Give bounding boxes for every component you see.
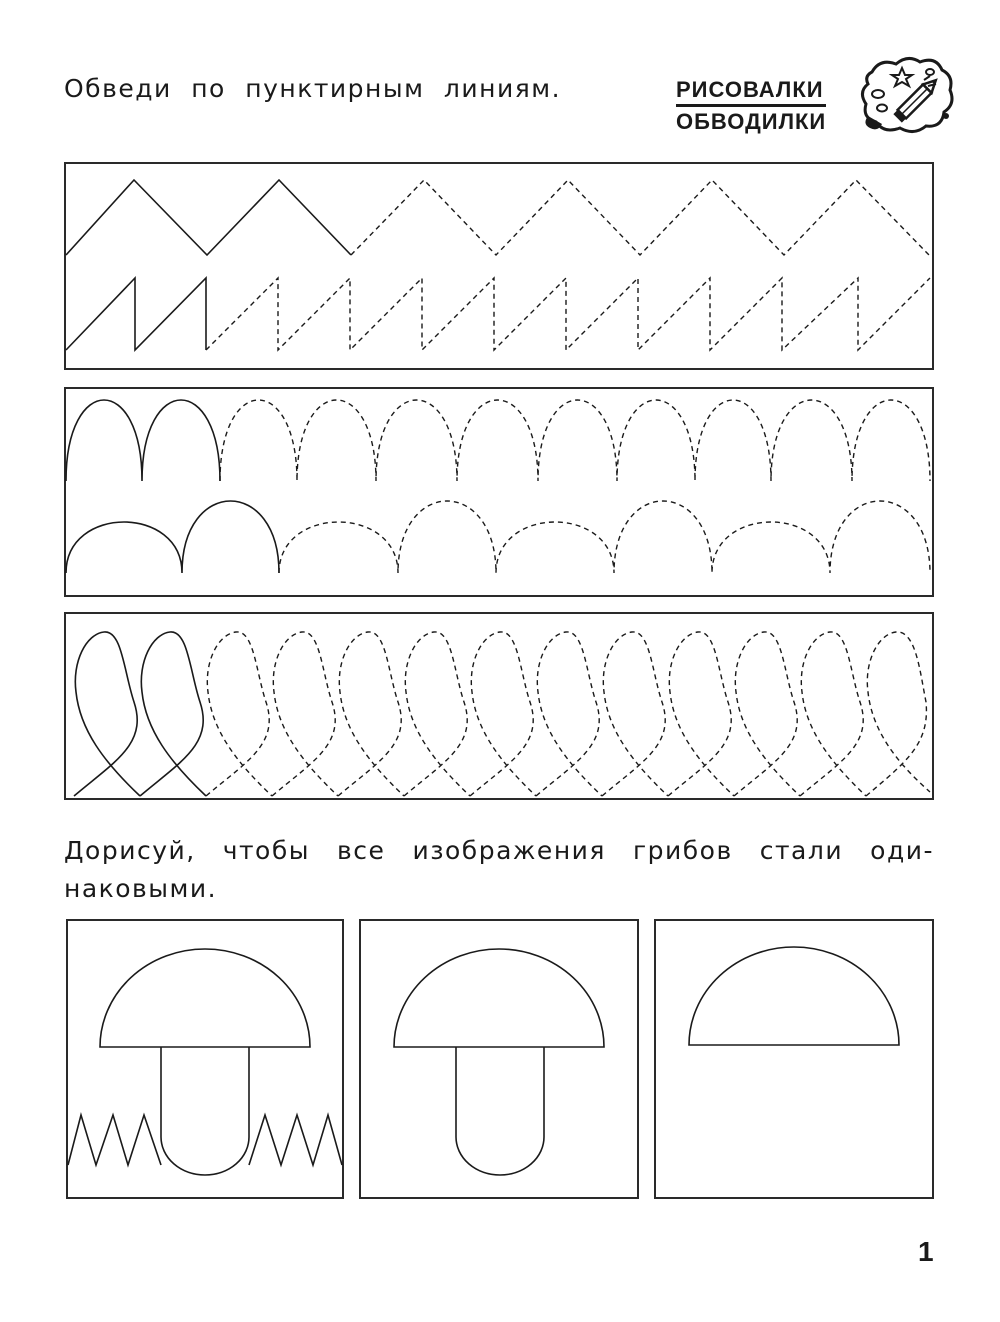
page-number: 1 [918,1236,934,1267]
pencil-splash-icon [858,54,956,136]
mushroom-box-1 [66,919,344,1199]
series-title-line2: ОБВОДИЛКИ [676,109,827,134]
draw-instruction-line1: Дорисуй, чтобы все изображения грибов стали оди- [64,836,934,865]
series-title-line1: РИСОВАЛКИ [676,76,826,107]
mushroom-box-3 [654,919,934,1199]
arches-exercise [64,387,934,597]
draw-instruction-line2: наковыми. [64,874,218,903]
trace-instruction: Обведи по пунктирным линиям. [64,74,562,103]
series-title [676,76,826,135]
mushroom-box-2 [359,919,639,1199]
zigzag-exercise [64,162,934,370]
draw-instruction [64,832,934,908]
loops-exercise [64,612,934,800]
